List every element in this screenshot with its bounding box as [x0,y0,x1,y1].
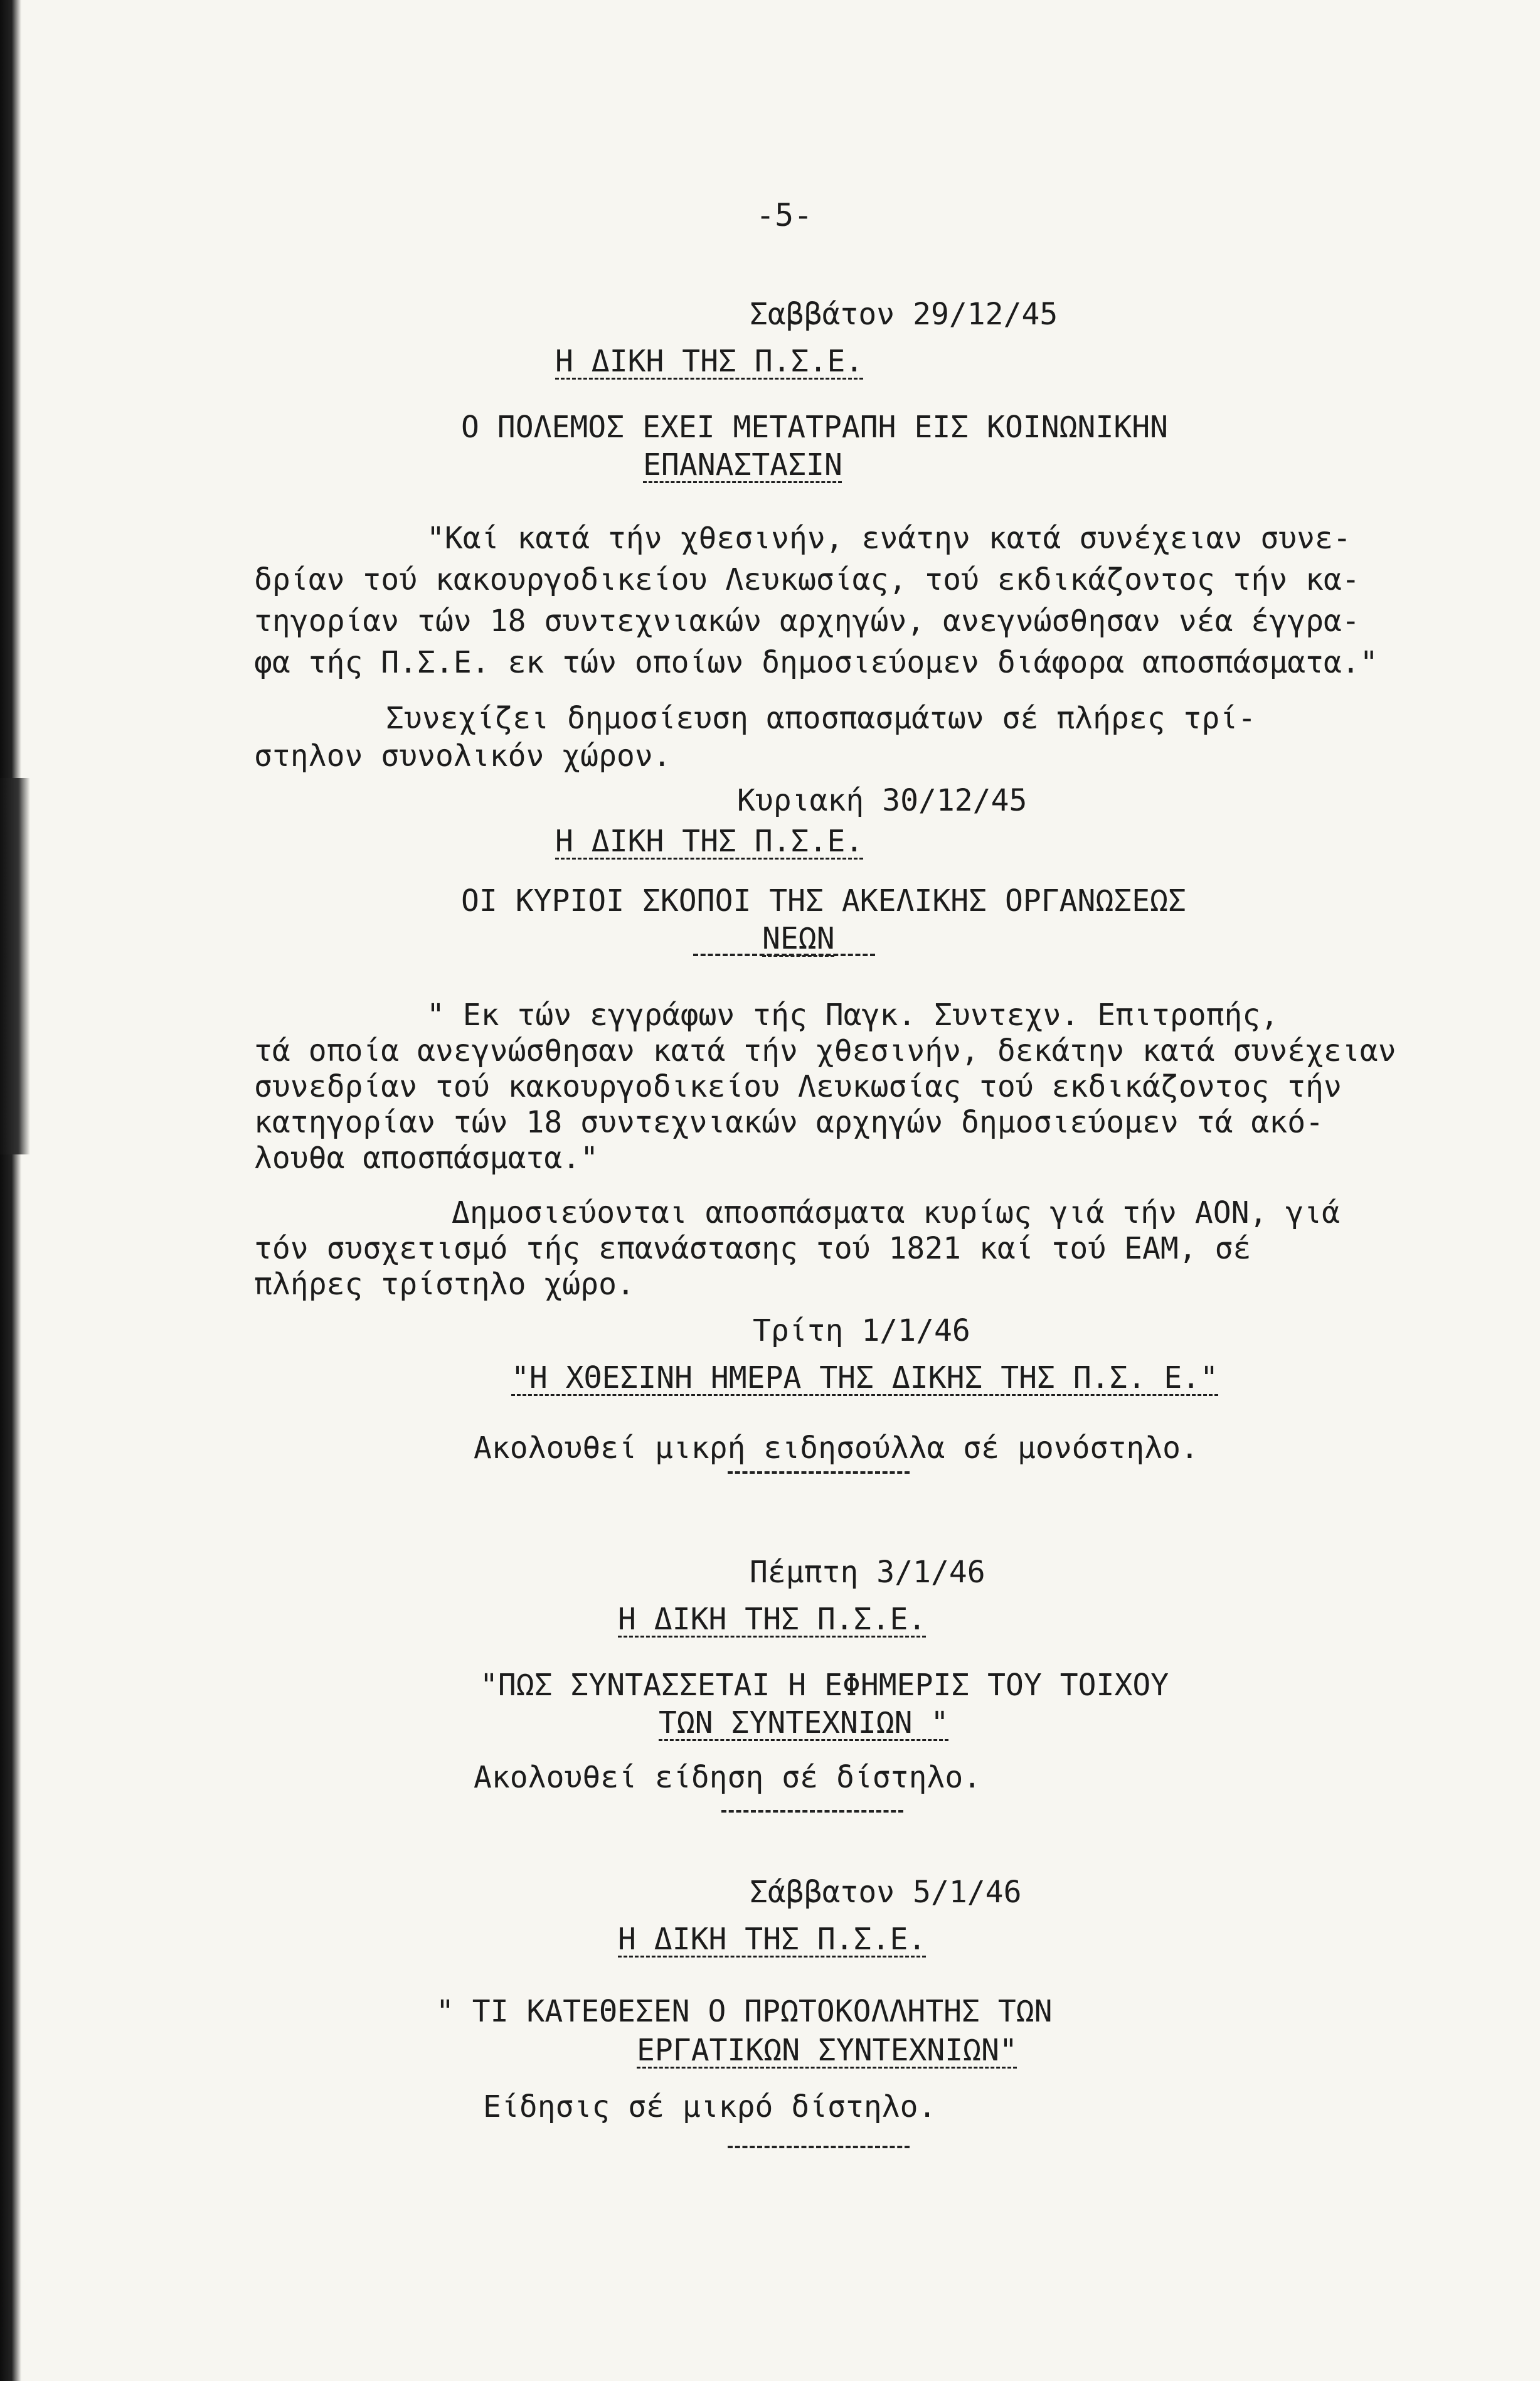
headline-underline [693,954,875,956]
headline-line: " ΤΙ ΚΑΤΕΘΕΣΕΝ Ο ΠΡΩΤΟΚΟΛΛΗΤΗΣ ΤΩΝ [436,1994,1053,2029]
quote-line: " Εκ τών εγγράφων τής Παγκ. Συντεχν. Επιτροπής, [427,998,1279,1033]
column-title: Η ΔΙΚΗ ΤΗΣ Π.Σ.Ε. [618,1922,927,1957]
note-line: Είδησις σέ μικρό δίστηλο. [483,2089,937,2124]
headline-line: ΟΙ ΚΥΡΙΟΙ ΣΚΟΠΟΙ ΤΗΣ ΑΚΕΛΙΚΗΣ ΟΡΓΑΝΩΣΕΩΣ [461,883,1186,919]
column-title: Η ΔΙΚΗ ΤΗΣ Π.Σ.Ε. [555,344,864,379]
headline-line: Ο ΠΟΛΕΜΟΣ ΕΧΕΙ ΜΕΤΑΤΡΑΠΗ ΕΙΣ ΚΟΙΝΩΝΙΚΗΝ [461,410,1169,445]
quote-line: "Καί κατά τήν χθεσινήν, ενάτην κατά συνέχειαν συνε- [427,521,1351,556]
scan-edge-shadow [0,778,30,1154]
quote-line: συνεδρίαν τού κακουργοδικείου Λευκωσίας τού εκδικάζοντος τήν [254,1069,1342,1104]
note-line: Συνεχίζει δημοσίευση αποσπασμάτων σέ πλήρες τρί- [386,701,1256,736]
entry-date: Πέμπτη 3/1/46 [750,1555,985,1590]
quote-line: λουθα αποσπάσματα." [254,1141,599,1176]
separator-rule [728,1471,910,1474]
entry-date: Σάββατον 5/1/46 [750,1875,1022,1910]
headline-line: ΝΕΩΝ [762,921,835,956]
separator-rule [721,1810,903,1813]
quote-line: φα τής Π.Σ.Ε. εκ τών οποίων δημοσιεύομεν διάφορα αποσπάσματα." [254,645,1378,680]
quote-line: κατηγορίαν τών 18 συντεχνιακών αρχηγών δημοσιεύομεν τά ακό- [254,1105,1324,1140]
entry-date: Τρίτη 1/1/46 [753,1313,970,1348]
column-title: Η ΔΙΚΗ ΤΗΣ Π.Σ.Ε. [618,1602,927,1637]
note-line: Δημοσιεύονται αποσπάσματα κυρίως γιά τήν ΑΟΝ, γιά [452,1195,1341,1230]
quote-line: τά οποία ανεγνώσθησαν κατά τήν χθεσινήν, δεκάτην κατά συνέχειαν [254,1033,1396,1068]
quote-line: δρίαν τού κακουργοδικείου Λευκωσίας, τού εκδικάζοντος τήν κα- [254,562,1360,597]
note-line: στηλον συνολικόν χώρον. [254,738,671,774]
note-line: Ακολουθεί μικρή ειδησούλλα σέ μονόστηλο. [474,1430,1199,1466]
headline-line: "Η ΧΘΕΣΙΝΗ ΗΜΕΡΑ ΤΗΣ ΔΙΚΗΣ ΤΗΣ Π.Σ. Ε." [511,1360,1219,1395]
quote-line: τηγορίαν τών 18 συντεχνιακών αρχηγών, ανεγνώσθησαν νέα έγγρα- [254,604,1360,639]
entry-date: Κυριακή 30/12/45 [737,783,1028,818]
page-number: -5- [756,197,813,233]
scan-edge-shadow [0,0,21,2381]
separator-rule [728,2146,910,2148]
headline-line: ΕΠΑΝΑΣΤΑΣΙΝ [643,447,842,482]
note-line: πλήρες τρίστηλο χώρο. [254,1267,635,1302]
headline-line: ΤΩΝ ΣΥΝΤΕΧΝΙΩΝ " [659,1705,949,1740]
headline-line: "ΠΩΣ ΣΥΝΤΑΣΣΕΤΑΙ Η ΕΦΗΜΕΡΙΣ ΤΟΥ ΤΟΙΧΟΥ [480,1668,1169,1703]
note-line: τόν συσχετισμό τής επανάστασης τού 1821 καί τού ΕΑΜ, σέ [254,1231,1251,1266]
column-title: Η ΔΙΚΗ ΤΗΣ Π.Σ.Ε. [555,824,864,859]
note-line: Ακολουθεί είδηση σέ δίστηλο. [474,1760,982,1795]
headline-line: ΕΡΓΑΤΙΚΩΝ ΣΥΝΤΕΧΝΙΩΝ" [637,2033,1017,2068]
entry-date: Σαββάτον 29/12/45 [750,297,1058,332]
